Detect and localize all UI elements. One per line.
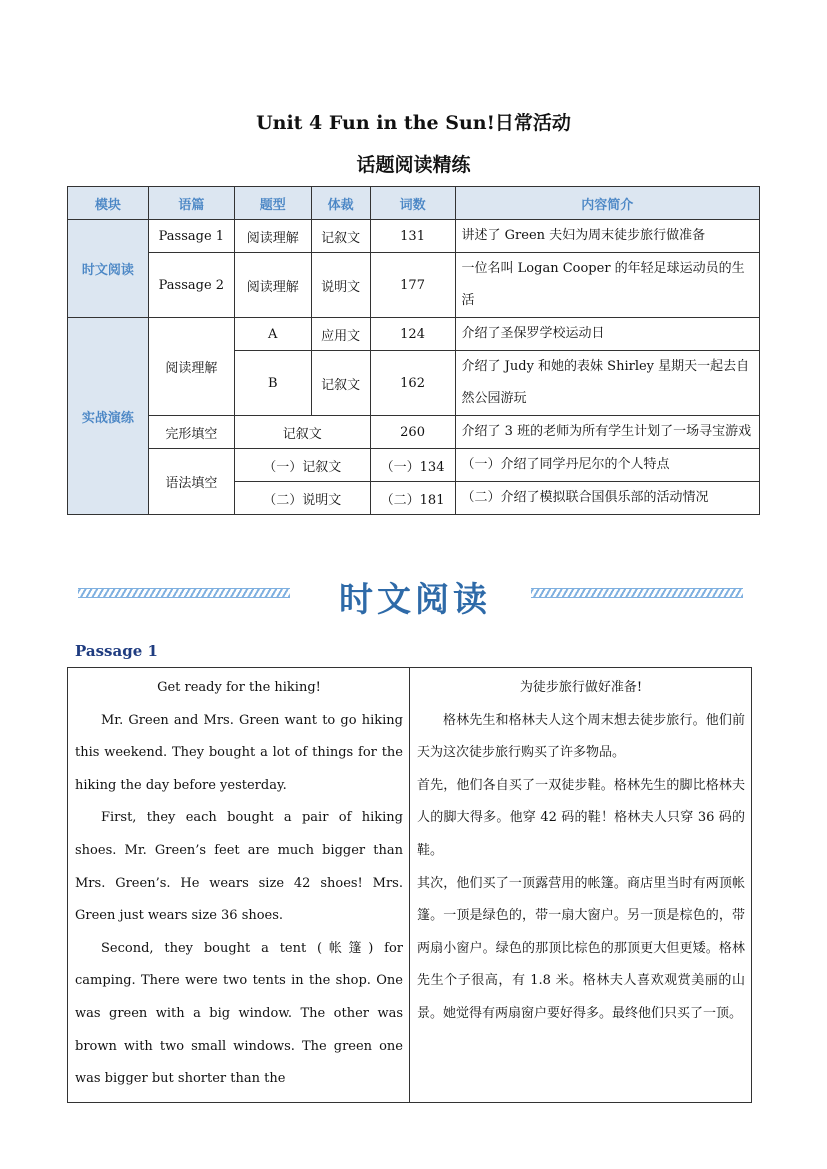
cell-words: （二）181 xyxy=(370,482,455,515)
cell-genre: 说明文 xyxy=(311,253,370,318)
chinese-column xyxy=(410,668,752,1103)
cell-text: 阅读理解 xyxy=(148,318,234,416)
cell-words: 177 xyxy=(370,253,455,318)
section-banner xyxy=(0,580,827,620)
table-row xyxy=(68,253,760,318)
cell-words: 260 xyxy=(370,416,455,449)
table-row xyxy=(68,449,760,482)
cell-intro: 讲述了 Green 夫妇为周末徒步旅行做准备 xyxy=(455,220,759,253)
cell-intro: 介绍了圣保罗学校运动日 xyxy=(455,318,759,351)
cell-genre: （二）说明文 xyxy=(234,482,370,515)
document-subtitle: 话题阅读精练 xyxy=(356,154,471,176)
cell-type: A xyxy=(234,318,311,351)
header-type: 题型 xyxy=(234,187,311,220)
cell-genre: 记叙文 xyxy=(234,416,370,449)
header-words: 词数 xyxy=(370,187,455,220)
cell-type: B xyxy=(234,351,311,416)
english-column xyxy=(68,668,410,1103)
cell-text: Passage 2 xyxy=(148,253,234,318)
chinese-title: 为徒步旅行做好准备! xyxy=(519,680,643,695)
cell-words: （一）134 xyxy=(370,449,455,482)
cell-words: 131 xyxy=(370,220,455,253)
english-paragraph: First, they each bought a pair of hiking shoes. Mr. Green’s feet are much bigger than Mrs. Green’s. He wears size 42 shoes! Mrs. Green just wears size 36 shoes. xyxy=(75,810,403,924)
cell-intro: 一位名叫 Logan Cooper 的年轻足球运动员的生活 xyxy=(455,253,759,318)
cell-text: 语法填空 xyxy=(148,449,234,515)
banner-stripe-right xyxy=(531,588,743,598)
passage-label: Passage 1 xyxy=(75,642,158,660)
table-row xyxy=(68,318,760,351)
cell-genre: （一）记叙文 xyxy=(234,449,370,482)
header-module: 模块 xyxy=(68,187,149,220)
cell-text: Passage 1 xyxy=(148,220,234,253)
cell-genre: 记叙文 xyxy=(311,220,370,253)
table-header-row xyxy=(68,187,760,220)
passage-table xyxy=(67,667,752,1103)
header-genre: 体裁 xyxy=(311,187,370,220)
cell-genre: 应用文 xyxy=(311,318,370,351)
cell-words: 162 xyxy=(370,351,455,416)
cell-intro: （一）介绍了同学丹尼尔的个人特点 xyxy=(455,449,759,482)
cell-intro: 介绍了 3 班的老师为所有学生计划了一场寻宝游戏 xyxy=(455,416,759,449)
cell-type: 阅读理解 xyxy=(234,220,311,253)
category-cell: 实战演练 xyxy=(68,318,149,515)
cell-text: 完形填空 xyxy=(148,416,234,449)
english-paragraph: Second, they bought a tent (帐篷) for camping. There were two tents in the shop. One was green with a big window. The other was brown with two small windows. The green one was bigger but shorter than the xyxy=(75,940,403,1087)
chinese-paragraph: 首先，他们各自买了一双徒步鞋。格林先生的脚比格林夫人的脚大得多。他穿 42 码的鞋！格林夫人只穿 36 码的鞋。 xyxy=(417,777,745,858)
table-row xyxy=(68,416,760,449)
english-paragraph: Mr. Green and Mrs. Green want to go hiking this weekend. They bought a lot of things for the hiking the day before yesterday. xyxy=(75,712,403,793)
cell-type: 阅读理解 xyxy=(234,253,311,318)
cell-intro: 介绍了 Judy 和她的表妹 Shirley 星期天一起去自然公园游玩 xyxy=(455,351,759,416)
document-title: Unit 4 Fun in the Sun!日常活动 xyxy=(256,112,571,134)
english-title: Get ready for the hiking! xyxy=(157,680,321,695)
chinese-paragraph: 其次，他们买了一顶露营用的帐篷。商店里当时有两顶帐篷。一顶是绿色的，带一扇大窗户。另一顶是棕色的，带两扇小窗户。绿色的那顶比棕色的那顶更大但更矮。格林先生个子很高，有 1.8 米。格林夫人喜欢观赏美丽的山景。她觉得有两扇窗户要好得多。最终他们只买了一顶。 xyxy=(417,875,745,1021)
header-text: 语篇 xyxy=(148,187,234,220)
banner-label: 时文阅读 xyxy=(339,580,491,620)
cell-genre: 记叙文 xyxy=(311,351,370,416)
category-cell: 时文阅读 xyxy=(68,220,149,318)
banner-stripe-left xyxy=(78,588,290,598)
table-row xyxy=(68,220,760,253)
cell-intro: （二）介绍了模拟联合国俱乐部的活动情况 xyxy=(455,482,759,515)
cell-words: 124 xyxy=(370,318,455,351)
chinese-paragraph: 格林先生和格林夫人这个周末想去徒步旅行。他们前天为这次徒步旅行购买了许多物品。 xyxy=(417,712,745,761)
overview-table xyxy=(67,186,760,515)
header-intro: 内容简介 xyxy=(455,187,759,220)
